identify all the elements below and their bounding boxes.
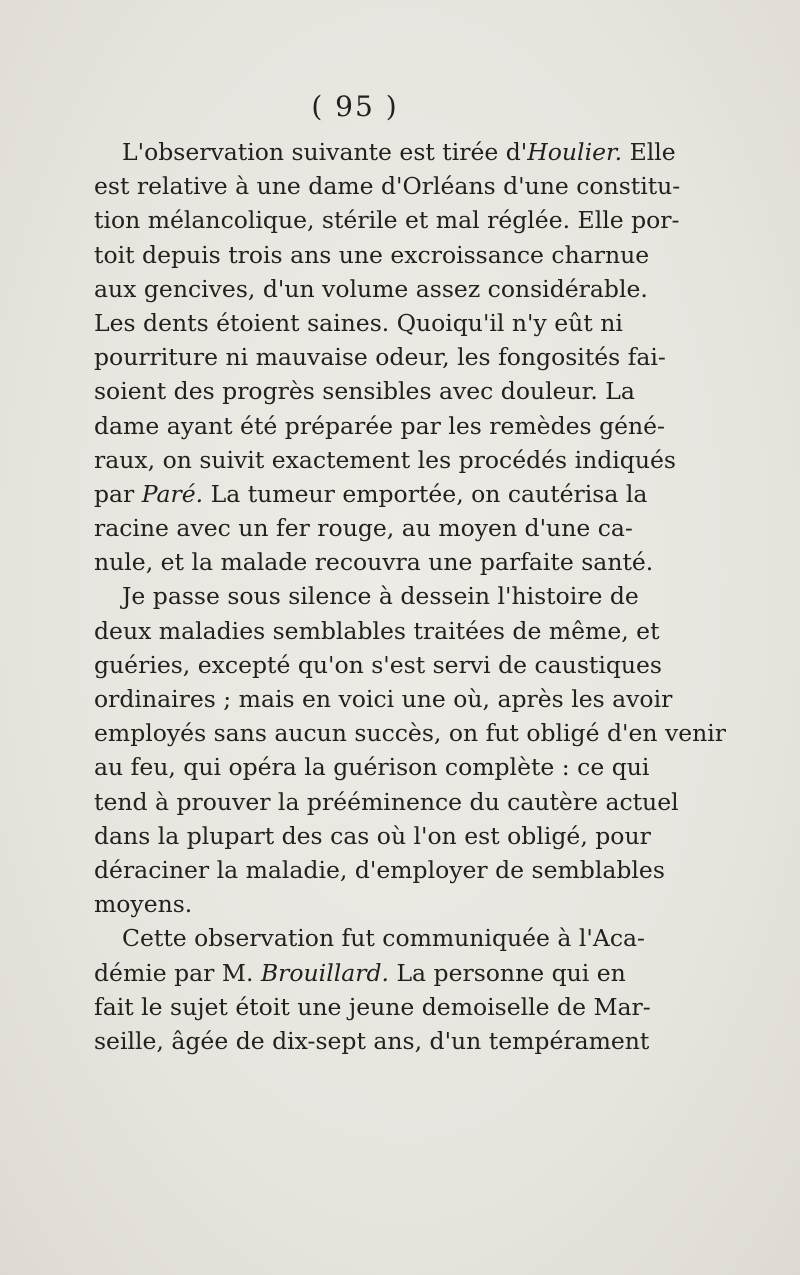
italic-name: Houlier. (527, 138, 623, 166)
text-line: aux gencives, d'un volume assez considérable. (94, 274, 648, 303)
body-text (94, 135, 727, 1058)
text-line: fait le sujet étoit une jeune demoiselle de Mar- (94, 992, 651, 1021)
text-line: L'observation suivante est tirée d'Houlier. Elle (122, 138, 676, 166)
italic-name: Brouillard. (260, 958, 389, 987)
text-line: Cette observation fut communiquée à l'Aca- (122, 924, 645, 953)
text-line: déraciner la maladie, d'employer de semblables (94, 855, 665, 884)
text-line: pourriture ni mauvaise odeur, les fongosités fai- (94, 343, 666, 372)
text-line: au feu, qui opéra la guérison complète : ce qui (94, 753, 650, 782)
text-line: tion mélancolique, stérile et mal réglée. Elle por- (94, 206, 680, 235)
text-line: nule, et la malade recouvra une parfaite santé. (94, 548, 654, 577)
paragraph (94, 579, 727, 921)
text-line: racine avec un fer rouge, au moyen d'une ca- (94, 514, 633, 543)
text-line: soient des progrès sensibles avec douleur. La (94, 377, 635, 406)
text-line: Les dents étoient saines. Quoiqu'il n'y eût ni (94, 308, 623, 337)
text-line: employés sans aucun succès, on fut obligé d'en venir (94, 719, 727, 748)
text-line: démie par M. Brouillard. La personne qui en (94, 958, 626, 987)
paragraph (94, 921, 651, 1058)
text-line: guéries, excepté qu'on s'est servi de caustiques (94, 650, 662, 679)
text-line: tend à prouver la prééminence du cautère actuel (94, 787, 679, 816)
text-line: toit depuis trois ans une excroissance charnue (94, 240, 650, 269)
text-line: moyens. (94, 890, 193, 919)
text-line: par Paré. La tumeur emportée, on cautérisa la (94, 479, 648, 508)
italic-name: Paré. (141, 479, 204, 508)
text-line: seille, âgée de dix-sept ans, d'un tempérament (94, 1026, 650, 1055)
page-number: ( 95 ) (311, 90, 399, 123)
paragraph (94, 135, 681, 579)
text-line: dame ayant été préparée par les remèdes géné- (94, 411, 665, 440)
text-line: dans la plupart des cas où l'on est obligé, pour (94, 821, 651, 850)
text-line: est relative à une dame d'Orléans d'une constitu- (94, 172, 681, 201)
text-line: Je passe sous silence à dessein l'histoire de (122, 582, 639, 611)
text-line: ordinaires ; mais en voici une où, après les avoir (94, 685, 673, 713)
text-line: raux, on suivit exactement les procédés indiqués (94, 445, 676, 474)
text-line: deux maladies semblables traitées de même, et (94, 616, 660, 645)
